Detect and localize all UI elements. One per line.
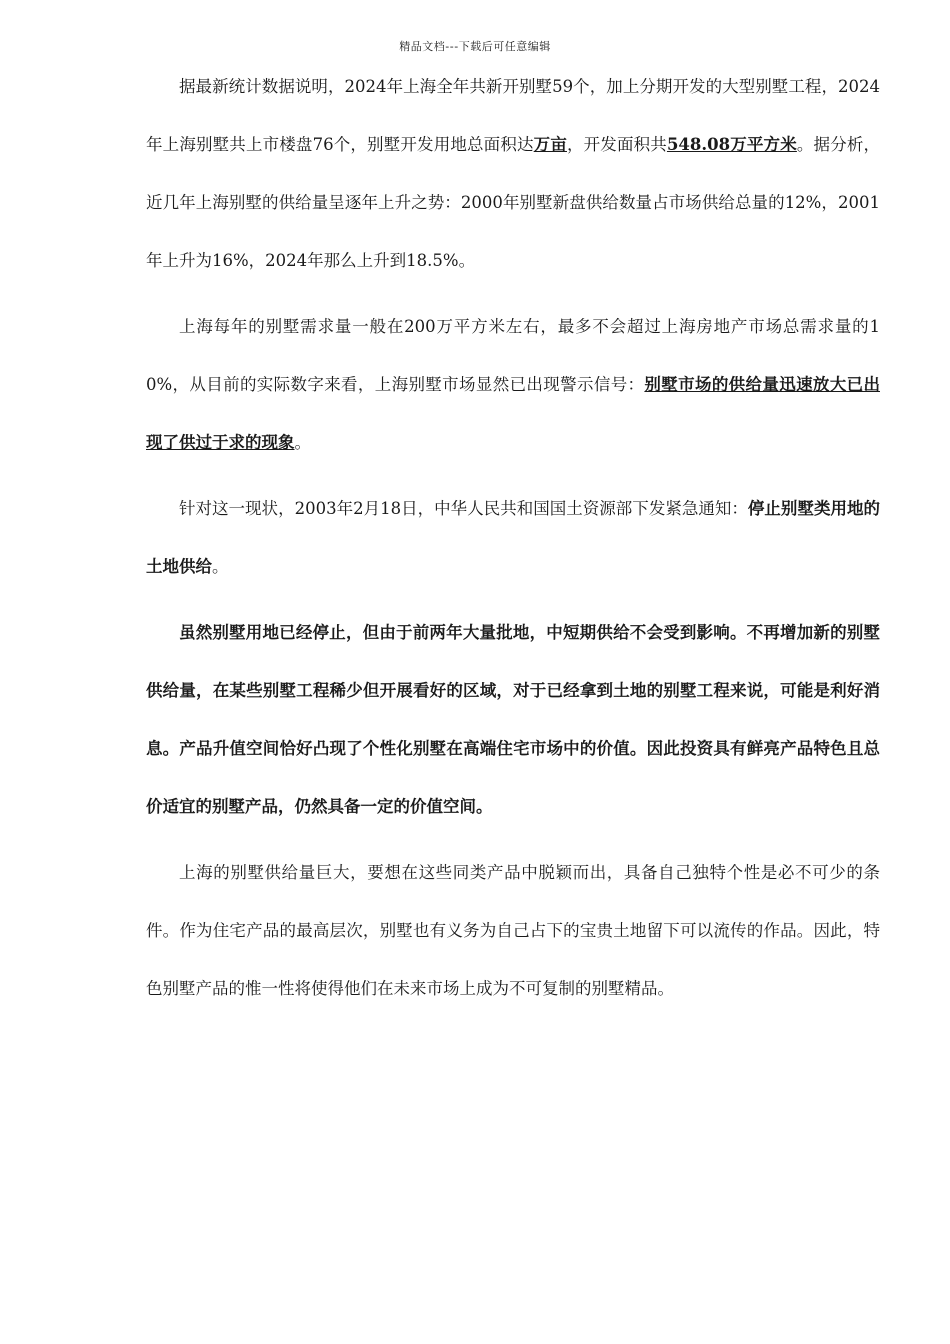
document-body (146, 58, 880, 1026)
paragraph-text: 。 (294, 433, 311, 452)
paragraph-investment-outlook: 虽然别墅用地已经停止，但由于前两年大量批地，中短期供给不会受到影响。不再增加新的别墅供给量，在某些别墅工程稀少但开展看好的区域，对于已经拿到土地的别墅工程来说，可能是利好消息。产品升值空间恰好凸现了个性化别墅在高端住宅市场中的价值。因此投资具有鲜亮产品特色且总价适宜的别墅产品，仍然具备一定的价值空间。 (146, 623, 880, 816)
underlined-development-area: 548.08万平方米 (666, 135, 797, 154)
paragraph-demand (146, 298, 880, 472)
underlined-area-value: 万亩 (533, 135, 567, 154)
paragraph-policy-notice (146, 480, 880, 596)
paragraph-text: 上海每年的别墅需求量一般在200万平方米左右，最多不会超过上海房地产市场总需求量的10%，从目前的实际数字来看，上海别墅市场显然已出现警示信号： (146, 317, 880, 394)
page-header: 精品文档---下载后可任意编辑 (399, 40, 551, 53)
bold-policy-statement: 停止别墅类用地的土地供给 (146, 499, 880, 576)
paragraph-text: 针对这一现状，2003年2月18日，中华人民共和国国土资源部下发紧急通知： (179, 499, 748, 518)
paragraph-supply-statistics (146, 58, 880, 290)
paragraph-text: ，开发面积共 (566, 135, 667, 154)
paragraph-differentiation: 上海的别墅供给量巨大，要想在这些同类产品中脱颖而出，具备自己独特个性是必不可少的条件。作为住宅产品的最高层次，别墅也有义务为自己占下的宝贵土地留下可以流传的作品。因此，特色别墅产品的惟一性将使得他们在未来市场上成为不可复制的别墅精品。 (146, 863, 880, 998)
underlined-oversupply-warning: 别墅市场的供给量迅速放大已出现了供过于求的现象 (146, 375, 880, 452)
paragraph-text: 。据分析，近几年上海别墅的供给量呈逐年上升之势：2000年别墅新盘供给数量占市场供给总量的12%，2001年上升为16%，2024年那么上升到18.5%。 (146, 135, 881, 270)
paragraph-text: 。 (212, 557, 229, 576)
paragraph-text: 据最新统计数据说明，2024年上海全年共新开别墅59个，加上分期开发的大型别墅工程，2024年上海别墅共上市楼盘76个，别墅开发用地总面积达 (146, 77, 880, 154)
